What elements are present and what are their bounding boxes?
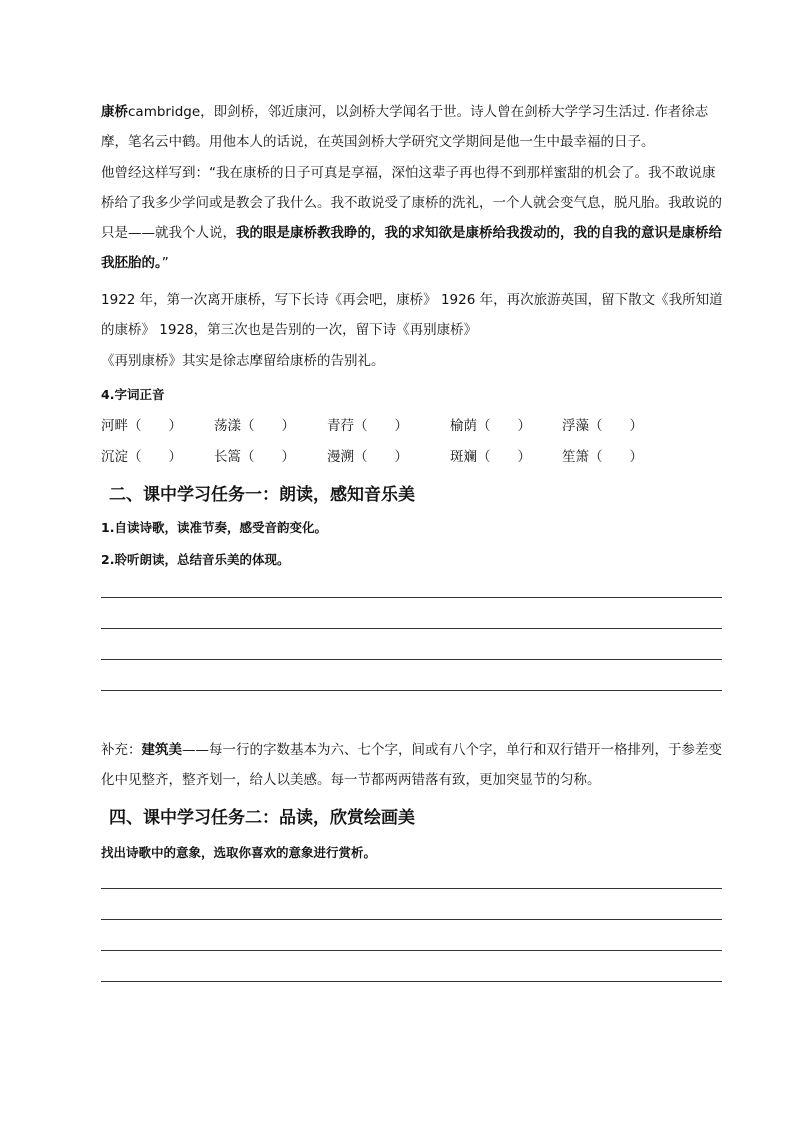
pronunciation-item: 斑斓（ ）	[450, 449, 531, 465]
pronunciation-row-2	[101, 445, 723, 469]
answer-line[interactable]	[101, 919, 722, 920]
supplement-text: ——每一行的字数基本为六、七个字，间或有八个字，单行和双行错开一格排列，于参差变化中见整齐，整齐划一，给人以美感。每一节都两两错落有致，更加突显节的匀称。	[101, 742, 722, 788]
answer-line[interactable]	[101, 950, 722, 951]
supplement-term: 建筑美	[141, 742, 182, 758]
quote-end: ”	[161, 255, 169, 271]
pronunciation-item: 河畔（ ）	[101, 418, 182, 434]
pronunciation-item: 笙箫（ ）	[562, 449, 643, 465]
task1-question-1: 1.自读诗歌，读准节奏，感受音韵变化。	[101, 520, 327, 535]
quote-bold-text: 我的眼是康桥教我睁的，我的求知欲是康桥给我拨动的，我的自我的意识是康桥给我胚胎的。	[101, 225, 722, 271]
intro-paragraph-cambridge	[101, 97, 723, 157]
pronunciation-item: 青荇（ ）	[327, 418, 408, 434]
pronunciation-item: 荡漾（ ）	[214, 418, 295, 434]
intro-text: cambridge，即剑桥，邻近康河，以剑桥大学闻名于世。诗人曾在剑桥大学学习生活过. 作者徐志摩，笔名云中鹤。用他本人的话说，在英国剑桥大学研究文学期间是他一生中最幸福的日子。	[101, 104, 709, 150]
pronunciation-item: 榆荫（ ）	[450, 418, 531, 434]
section-pronunciation-title: 4.字词正音	[101, 387, 165, 402]
answer-line[interactable]	[101, 888, 722, 889]
pronunciation-item: 浮藻（ ）	[562, 418, 643, 434]
pronunciation-row-1	[101, 414, 723, 438]
quote-text: 他曾经这样写到：“我在康桥的日子可真是享福，深怕这辈子再也得不到那样蜜甜的机会了。我不敢说康桥给了我多少学问或是教会了我什么。我不敢说受了康桥的洗礼，一个人就会变气息，脱凡胎。我敢说的只是——就我个人说，	[101, 165, 722, 241]
intro-keyword: 康桥	[101, 104, 128, 120]
answer-line[interactable]	[101, 628, 722, 629]
pronunciation-item: 沉淀（ ）	[101, 449, 182, 465]
answer-line[interactable]	[101, 981, 722, 982]
intro-paragraph-visits: 1922 年，第一次离开康桥，写下长诗《再会吧，康桥》 1926 年，再次旅游英国，留下散文《我所知道的康桥》 1928，第三次也是告别的一次，留下诗《再别康桥》	[101, 292, 723, 338]
intro-paragraph-farewell: 《再别康桥》其实是徐志摩留给康桥的告别礼。	[101, 353, 385, 369]
task2-question-1: 找出诗歌中的意象，选取你喜欢的意象进行赏析。	[101, 845, 377, 860]
answer-line[interactable]	[101, 597, 722, 598]
answer-line[interactable]	[101, 690, 722, 691]
pronunciation-item: 漫溯（ ）	[327, 449, 408, 465]
task2-heading: 四、课中学习任务二：品读，欣赏绘画美	[109, 808, 415, 828]
supplement-label: 补充：	[101, 742, 142, 758]
pronunciation-item: 长篙（ ）	[214, 449, 295, 465]
intro-paragraph-quote	[101, 158, 723, 278]
answer-line[interactable]	[101, 659, 722, 660]
supplement-paragraph	[101, 735, 723, 795]
task1-question-2: 2.聆听朗读，总结音乐美的体现。	[101, 552, 290, 567]
task1-heading: 二、课中学习任务一：朗读，感知音乐美	[109, 485, 415, 505]
